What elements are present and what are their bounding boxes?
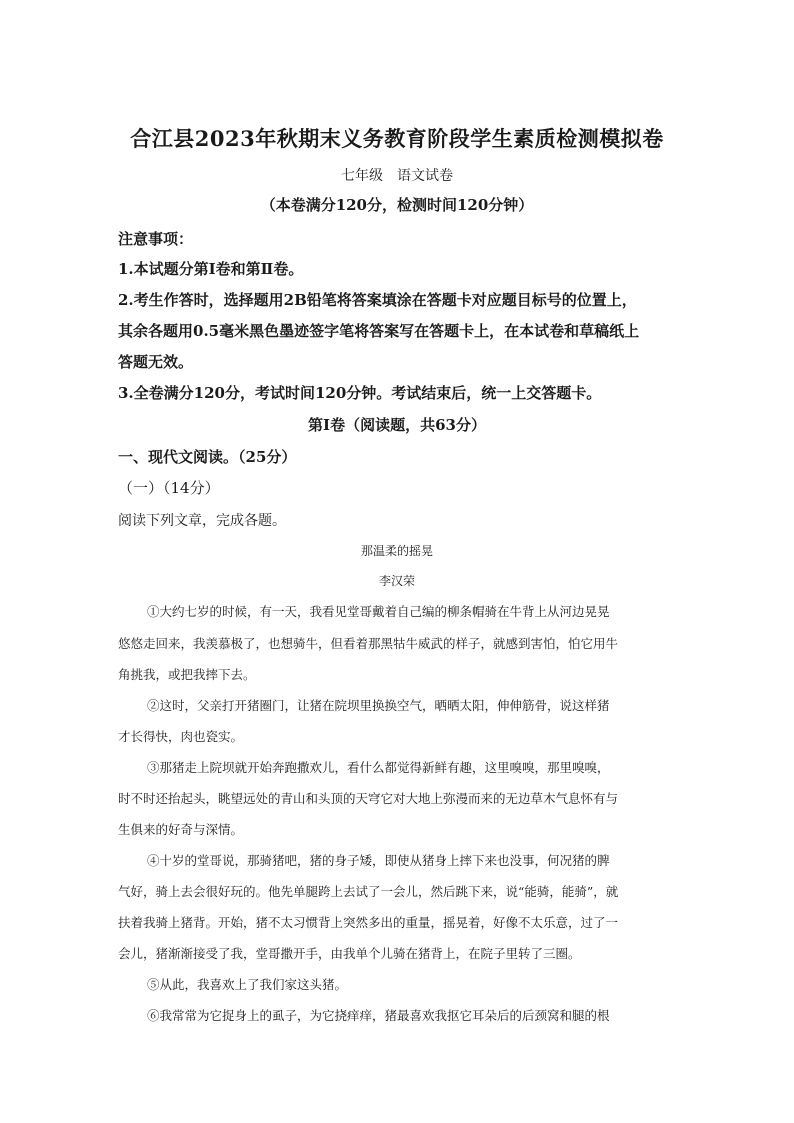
article-line: 扶着我骑上猪背。开始，猪不太习惯背上突然多出的重量，摇晃着，好像不太乐意，过了一 (118, 915, 619, 930)
article-line: 角挑我，或把我摔下去。 (118, 667, 256, 682)
section1-heading: 一、现代文阅读。（25分） (118, 448, 297, 466)
notes-heading: 注意事项： (118, 230, 194, 248)
article-line: ④十岁的堂哥说，那骑猪吧，猪的身子矮，即使从猪身上摔下来也没事，何况猪的脾 (147, 853, 610, 868)
subsection1-heading: （一）（14分） (118, 479, 220, 497)
article-author: 李汉荣 (378, 574, 415, 588)
article-line: 生俱来的好奇与深情。 (118, 822, 244, 837)
score-note: （本卷满分120分，检测时间120分钟） (260, 196, 534, 214)
article-line: ⑤从此，我喜欢上了我们家这头猪。 (147, 977, 348, 992)
article-line: 时不时还抬起头，眺望远处的青山和头顶的天穹它对大地上弥漫而来的无边草木气息怀有与 (118, 791, 619, 806)
exam-title: 合江县2023年秋期末义务教育阶段学生素质检测模拟卷 (130, 126, 664, 151)
article-title: 那温柔的摇晃 (360, 544, 433, 558)
part1-heading: 第Ⅰ卷（阅读题，共63分） (308, 416, 486, 434)
article-line: ⑥我常常为它捉身上的虱子，为它挠痒痒，猪最喜欢我抠它耳朵后的后颈窝和腿的根 (147, 1008, 610, 1023)
article-line: 会儿，猪渐渐接受了我，堂哥撒开手，由我单个儿骑在猪背上，在院子里转了三圈。 (118, 946, 581, 961)
article-line: ①大约七岁的时候，有一天，我看见堂哥戴着自己编的柳条帽骑在牛背上从河边晃晃 (147, 604, 610, 619)
notes-item-2-line-1: 2.考生作答时，选择题用2B铅笔将答案填涂在答题卡对应题目标号的位置上， (118, 291, 637, 309)
exam-subtitle: 七年级 语文试卷 (341, 168, 453, 184)
notes-item-3: 3.全卷满分120分，考试时间120分钟。考试结束后，统一上交答题卡。 (118, 384, 602, 402)
reading-instruction: 阅读下列文章，完成各题。 (118, 513, 286, 529)
notes-item-2-line-2: 其余各题用0.5毫米黑色墨迹签字笔将答案写在答题卡上，在本试卷和草稿纸上 (118, 322, 640, 340)
article-line: 悠悠走回来，我羡慕极了，也想骑牛，但看着那黑牯牛威武的样子，就感到害怕，怕它用牛 (118, 636, 619, 651)
notes-item-1: 1.本试题分第Ⅰ卷和第Ⅱ卷。 (118, 260, 304, 278)
article-line: ②这时，父亲打开猪圈门，让猪在院坝里换换空气，晒晒太阳，伸伸筋骨，说这样猪 (147, 698, 610, 713)
article-line: 气好，骑上去会很好玩的。他先单腿跨上去试了一会儿，然后跳下来，说“能骑，能骑”，就 (118, 884, 619, 899)
article-line: 才长得快，肉也瓷实。 (118, 729, 244, 744)
article-line: ③那猪走上院坝就开始奔跑撒欢儿，看什么都觉得新鲜有趣，这里嗅嗅，那里嗅嗅， (147, 760, 610, 775)
notes-item-2-line-3: 答题无效。 (118, 353, 194, 371)
